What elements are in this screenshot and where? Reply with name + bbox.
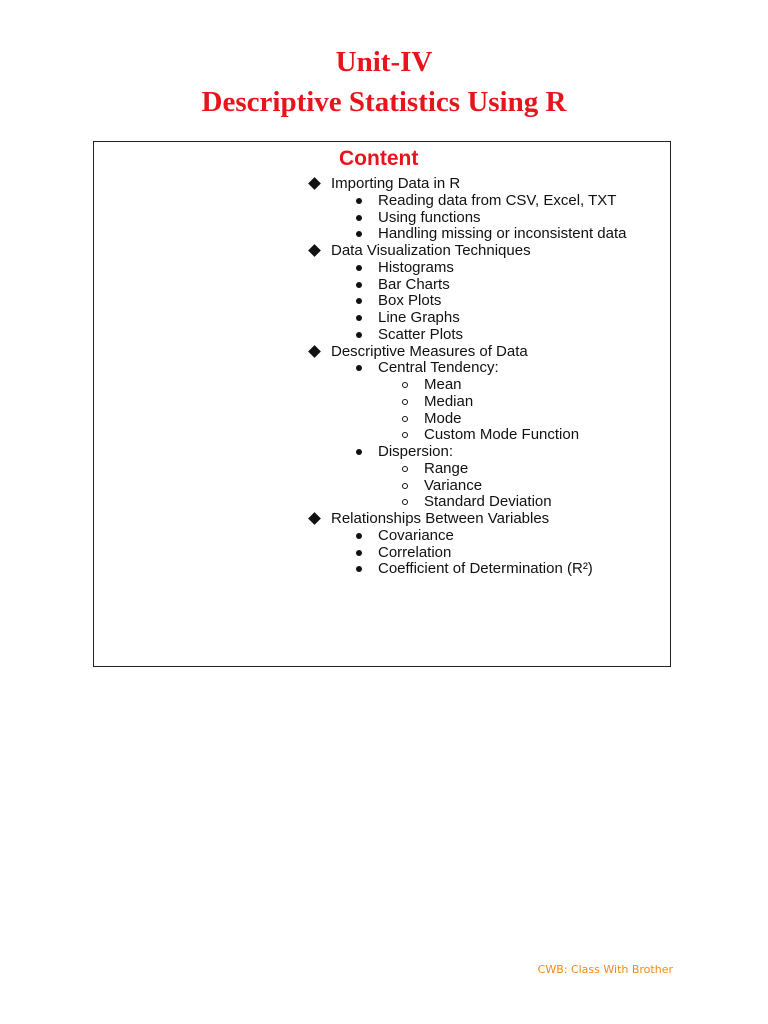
circle-bullet-icon [402, 499, 408, 505]
circle-bullet-icon [402, 399, 408, 405]
diamond-bullet-icon [308, 345, 321, 358]
circle-bullet-icon [402, 483, 408, 489]
circle-bullet-icon [402, 382, 408, 388]
outline-subitem-label: Histograms [378, 258, 454, 276]
dot-bullet-icon [356, 298, 362, 304]
outline-subitem-label: Coefficient of Determination (R²) [378, 560, 593, 578]
outline-item-label: Descriptive Measures of Data [331, 342, 528, 360]
content-box [93, 141, 671, 667]
page-subtitle: Descriptive Statistics Using R [201, 86, 567, 118]
outline-subsubitem-label: Range [424, 459, 469, 477]
dot-bullet-icon [356, 449, 362, 455]
dot-bullet-icon [356, 198, 362, 204]
dot-bullet-icon [356, 282, 362, 288]
outline-subitem-label: Reading data from CSV, Excel, TXT [378, 191, 617, 209]
outline-subsubitem-label: Standard Deviation [424, 493, 552, 511]
dot-bullet-icon [356, 550, 362, 556]
outline-subsubitem-label: Mean [424, 376, 462, 393]
outline-subitem-label: Box Plots [378, 292, 442, 310]
outline-subitem-label: Line Graphs [378, 309, 460, 326]
circle-bullet-icon [402, 466, 408, 472]
outline-subitem-label: Central Tendency: [378, 359, 499, 377]
diamond-bullet-icon [308, 244, 321, 257]
dot-bullet-icon [356, 533, 362, 539]
outline-item-label: Importing Data in R [331, 175, 461, 192]
dot-bullet-icon [356, 566, 362, 572]
dot-bullet-icon [356, 215, 362, 221]
dot-bullet-icon [356, 315, 362, 321]
outline-subitem-label: Bar Charts [378, 275, 450, 293]
dot-bullet-icon [356, 265, 362, 271]
dot-bullet-icon [356, 231, 362, 237]
outline-subitem-label: Handling missing or inconsistent data [378, 225, 627, 243]
outline-subsubitem-label: Custom Mode Function [424, 426, 580, 444]
content-heading: Content [339, 147, 419, 170]
outline-subitem-label: Covariance [378, 526, 454, 544]
outline-subitem-label: Correlation [378, 543, 452, 561]
circle-bullet-icon [402, 432, 408, 438]
outline-subitem-label: Dispersion: [378, 443, 454, 460]
outline-item-label: Data Visualization Techniques [331, 242, 531, 259]
circle-bullet-icon [402, 416, 408, 422]
diamond-bullet-icon [308, 512, 321, 525]
page-title: Unit-IV [335, 46, 433, 78]
outline-subsubitem-label: Mode [424, 409, 462, 427]
outline-subsubitem-label: Median [424, 392, 474, 410]
diamond-bullet-icon [308, 177, 321, 190]
outline-subsubitem-label: Variance [424, 476, 483, 494]
outline-subitem-label: Using functions [378, 208, 481, 226]
outline-subitem-label: Scatter Plots [378, 325, 464, 343]
dot-bullet-icon [356, 365, 362, 371]
dot-bullet-icon [356, 332, 362, 338]
outline-item-label: Relationships Between Variables [331, 510, 550, 527]
footer-credit: CWB: Class With Brother [537, 963, 673, 976]
